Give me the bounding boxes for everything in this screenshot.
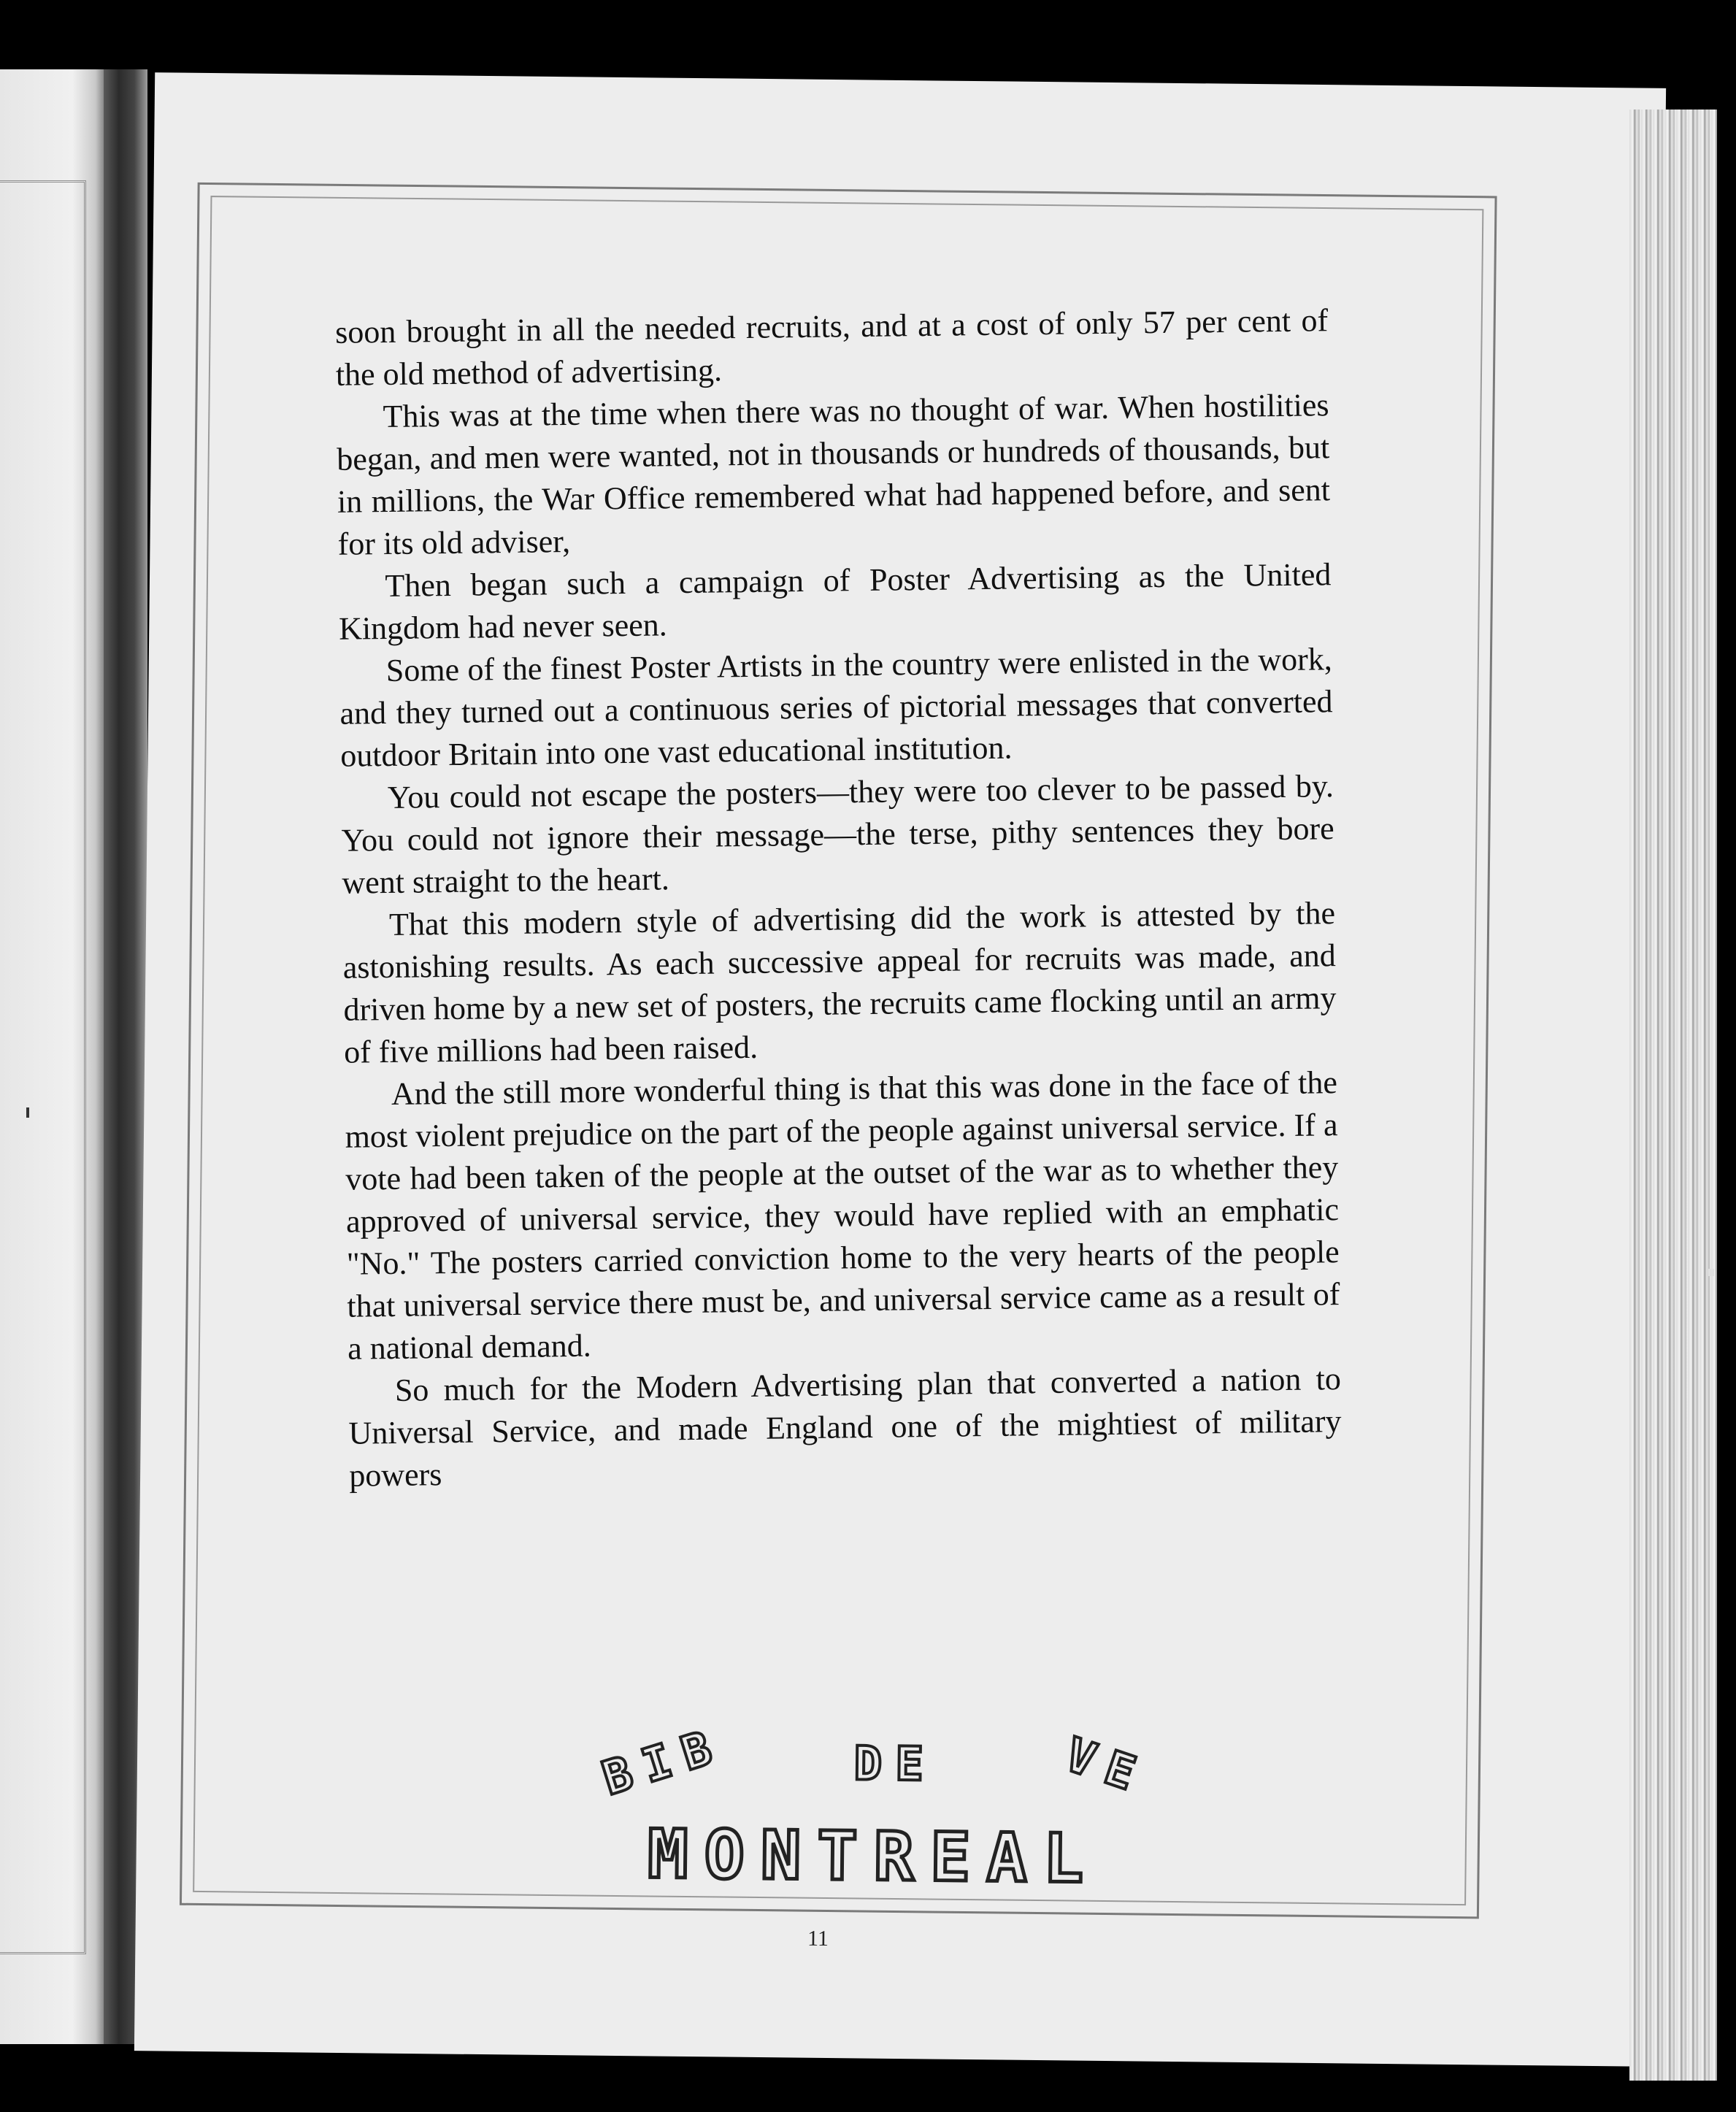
book-page: [134, 72, 1666, 2067]
library-perforation-stamp: [545, 1717, 1203, 1908]
page-number: 11: [807, 1926, 829, 1951]
paragraph-3: Then began such a campaign of Poster Advertising as the United Kingdom had never seen.: [338, 556, 1332, 647]
right-page-edges: [1629, 110, 1717, 2081]
paragraph-6: That this modern style of advertising did the work is attested by the astonishing results. As each successive appeal for recruits was made, and driven home by a new set of posters, the recruits came flocking until an army of five millions had been raised.: [342, 895, 1337, 1070]
stamp-word-bib: BIB: [596, 1717, 731, 1807]
left-page-mark: [26, 1107, 29, 1118]
paragraph-8: So much for the Modern Advertising plan that converted a nation to Universal Service, and made England one of the mightiest of military powers: [348, 1361, 1342, 1494]
paragraph-5: You could not escape the posters—they were too clever to be passed by. You could not ignore their message—the terse, pithy sentences they bore went straight to the heart.: [341, 768, 1334, 901]
body-text: [335, 299, 1343, 1497]
paragraph-1: soon brought in all the needed recruits, and at a cost of only 57 per cent of the old method of advertising.: [334, 302, 1329, 393]
paragraph-7: And the still more wonderful thing is that this was done in the face of the most violent prejudice on the part of the people against universal service. If a vote had been taken of the people at the outset of the war as to whether they approved of universal service, they would have replied with an emphatic "No." The posters carried conviction home to the very hearts of the people that universal service there must be, and universal service came as a result of a national demand.: [345, 1064, 1340, 1367]
paragraph-2: This was at the time when there was no thought of war. When hostilities began, and men were wanted, not in thousands or hundreds of thousands, but in millions, the War Office remembered what had happened before, and sent for its old adviser,: [337, 387, 1331, 562]
left-facing-page: [0, 69, 104, 2044]
stamp-top-line: [546, 1717, 1204, 1807]
left-page-frame: [0, 180, 86, 1954]
stamp-word-montreal: MONTREAL: [647, 1815, 1100, 1898]
edge-speck: [1708, 1269, 1714, 1276]
paragraph-4: Some of the finest Poster Artists in the country were enlisted in the work, and they turned out a continuous series of pictorial messages that converted outdoor Britain into one vast educational institution.: [339, 641, 1333, 774]
stamp-word-ve: VE: [1059, 1727, 1155, 1806]
stamp-word-de: DE: [853, 1737, 937, 1792]
